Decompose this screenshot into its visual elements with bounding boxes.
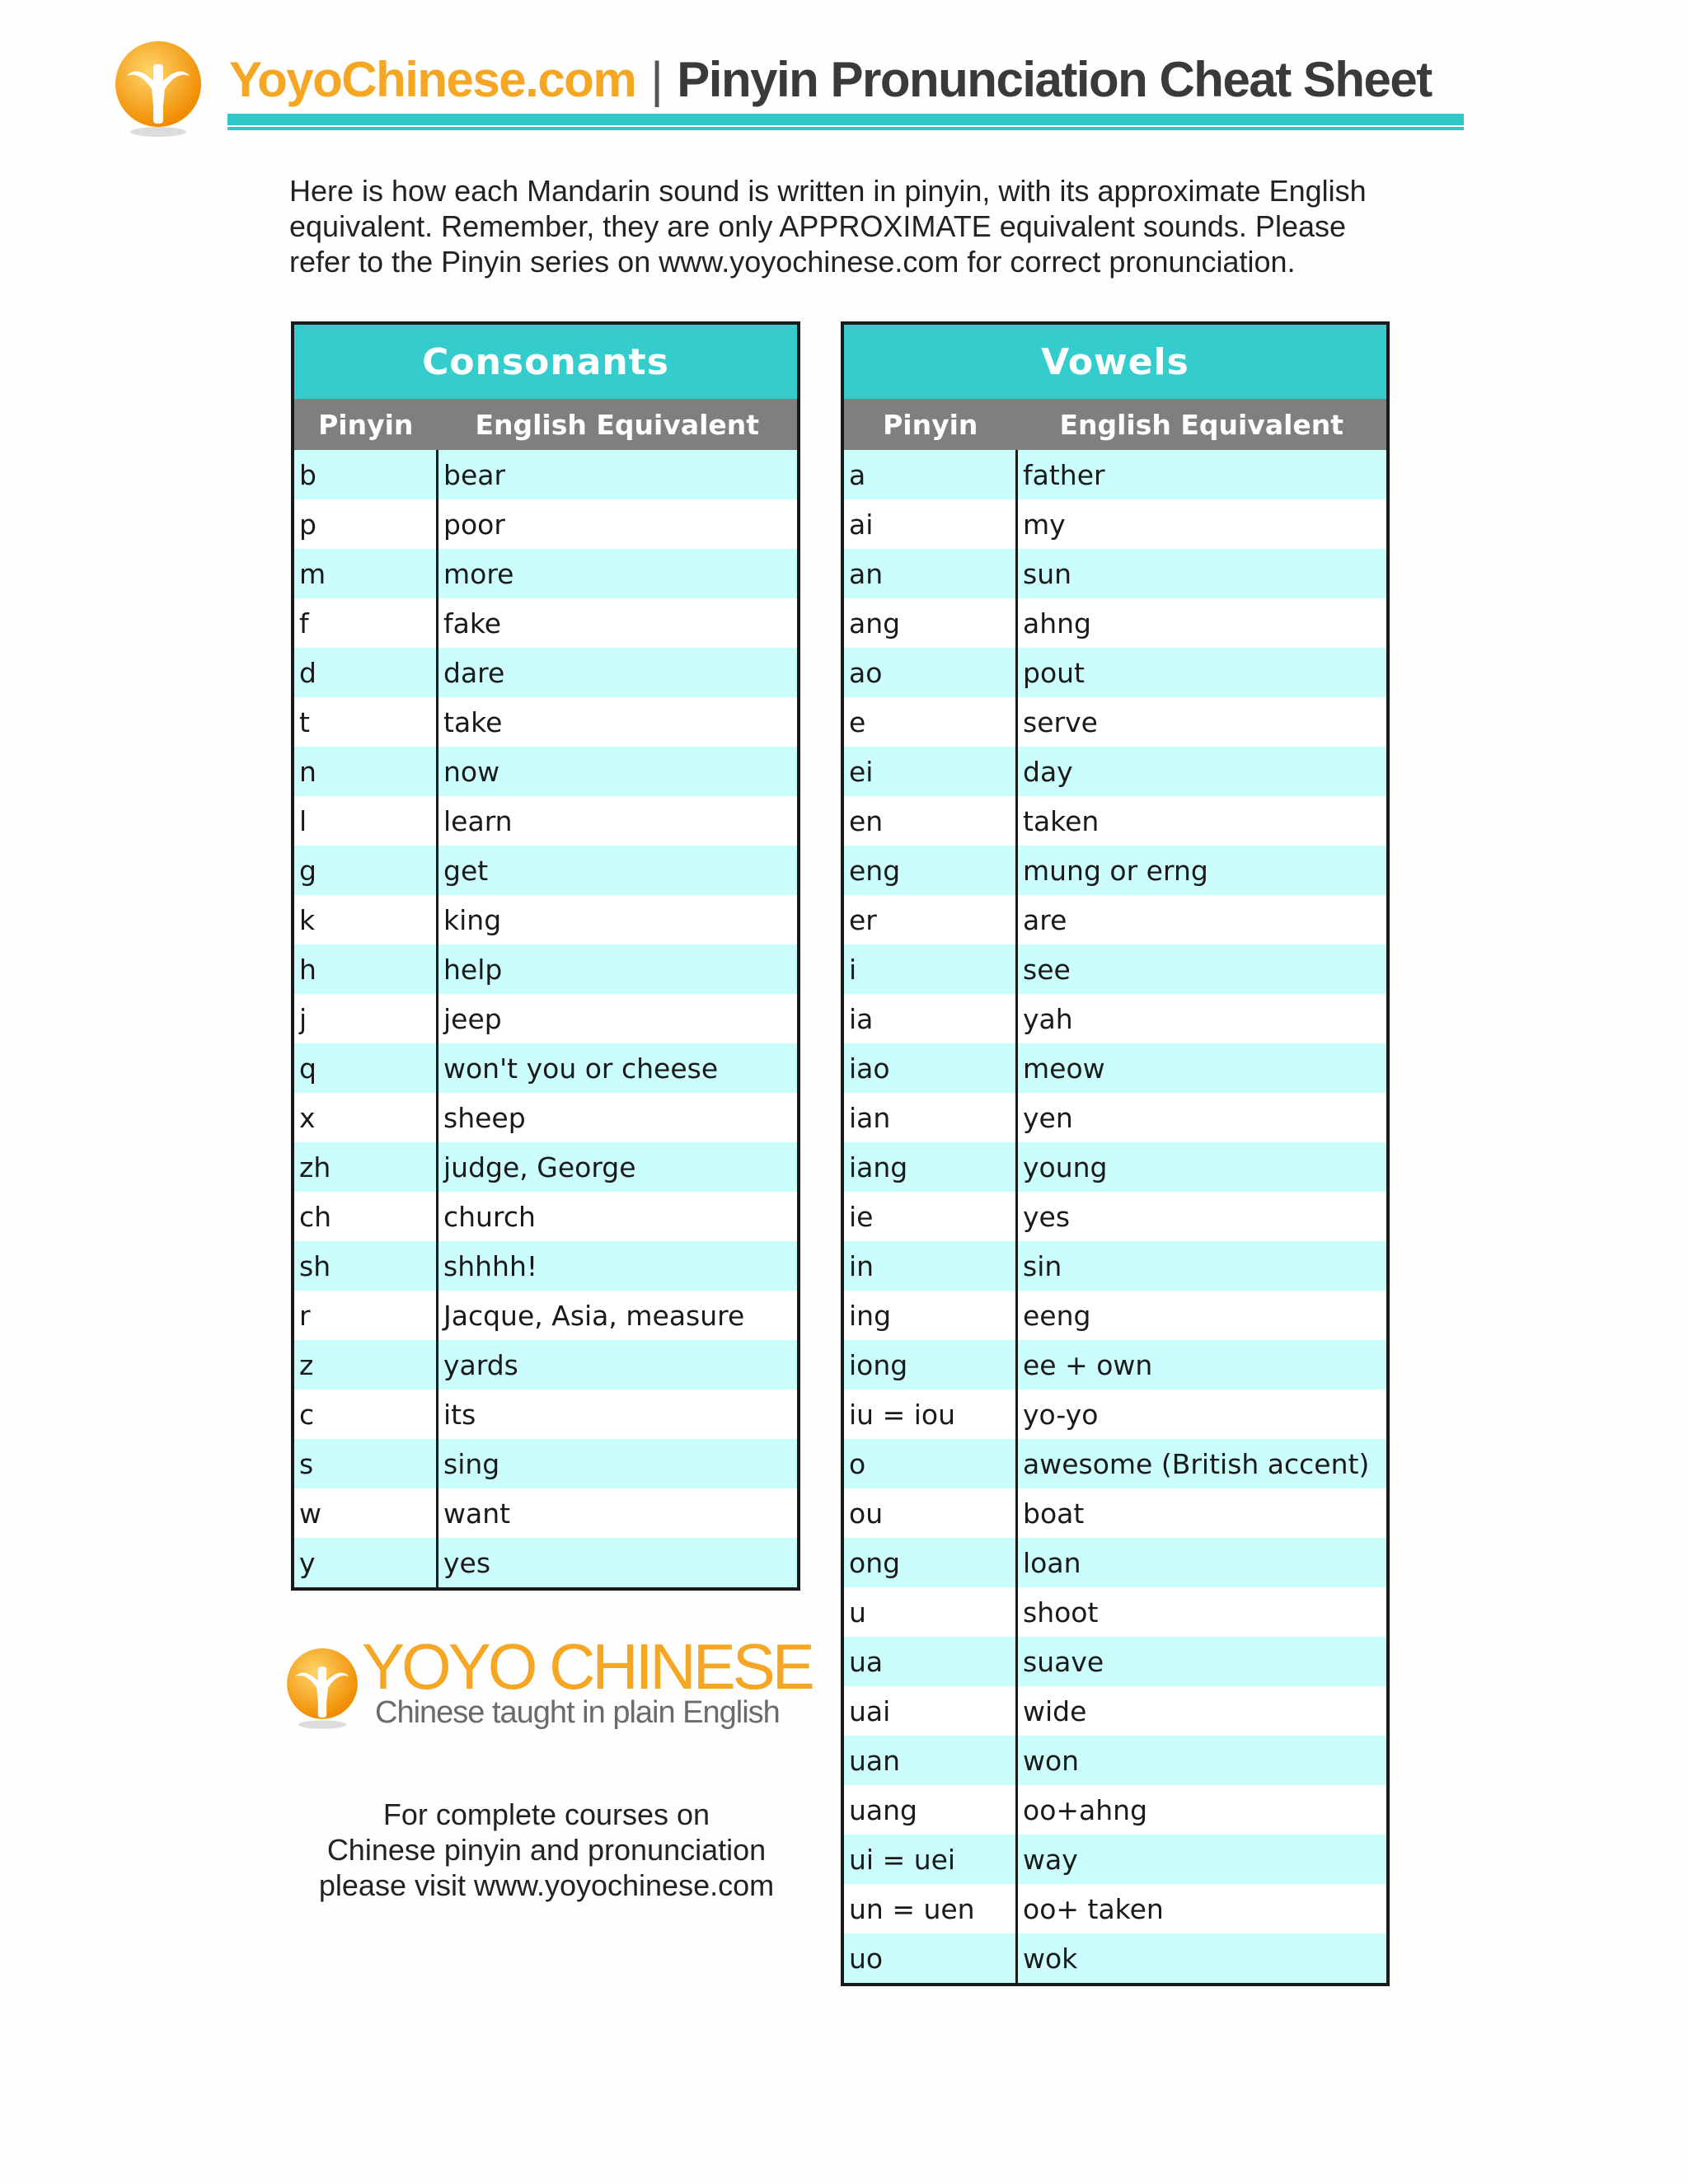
table-row (842, 1637, 1388, 1686)
intro-paragraph (289, 173, 1443, 279)
pinyin-cell: y (293, 1538, 438, 1589)
pinyin-cell: n (293, 747, 438, 796)
header-rule-thin (227, 127, 1464, 130)
consonants-rows (293, 450, 799, 1589)
english-cell: yes (438, 1538, 799, 1589)
table-row (293, 895, 799, 944)
title-separator: | (650, 52, 663, 107)
pinyin-cell: ing (842, 1291, 1017, 1340)
english-cell: eeng (1017, 1291, 1389, 1340)
header-rule (227, 114, 1464, 125)
pinyin-cell: h (293, 944, 438, 994)
pinyin-cell: eng (842, 846, 1017, 895)
english-cell: king (438, 895, 799, 944)
english-cell: pout (1017, 648, 1389, 697)
vowels-title: Vowels (842, 323, 1388, 399)
intro-line: Here is how each Mandarin sound is written in pinyin, with its approximate English (289, 174, 1367, 208)
table-row (842, 1933, 1388, 1985)
table-row (842, 1488, 1388, 1538)
pinyin-cell: i (842, 944, 1017, 994)
pinyin-cell: uai (842, 1686, 1017, 1736)
english-cell: are (1017, 895, 1389, 944)
english-cell: get (438, 846, 799, 895)
table-row (293, 598, 799, 648)
table-row (842, 549, 1388, 598)
pinyin-cell: ua (842, 1637, 1017, 1686)
pinyin-cell: ou (842, 1488, 1017, 1538)
vowels-col-english: English Equivalent (1017, 399, 1389, 450)
english-cell: wide (1017, 1686, 1389, 1736)
consonants-col-pinyin: Pinyin (293, 399, 438, 450)
table-row (293, 747, 799, 796)
pinyin-cell: a (842, 450, 1017, 499)
table-row (293, 1093, 799, 1142)
table-row (293, 846, 799, 895)
footer-line: please visit www.yoyochinese.com (318, 1868, 775, 1902)
table-row (842, 697, 1388, 747)
pinyin-cell: ang (842, 598, 1017, 648)
table-row (293, 1340, 799, 1390)
pinyin-cell: r (293, 1291, 438, 1340)
consonants-table (291, 321, 800, 1591)
table-row (293, 1439, 799, 1488)
table-row (842, 1340, 1388, 1390)
pinyin-cell: ian (842, 1093, 1017, 1142)
pinyin-cell: ai (842, 499, 1017, 549)
english-cell: taken (1017, 796, 1389, 846)
table-row (293, 944, 799, 994)
pinyin-cell: m (293, 549, 438, 598)
table-row (842, 1142, 1388, 1192)
english-cell: way (1017, 1835, 1389, 1884)
english-cell: yen (1017, 1093, 1389, 1142)
english-cell: see (1017, 944, 1389, 994)
pinyin-cell: zh (293, 1142, 438, 1192)
table-row (842, 1043, 1388, 1093)
english-cell: sun (1017, 549, 1389, 598)
pinyin-cell: p (293, 499, 438, 549)
english-cell: shhhh! (438, 1241, 799, 1291)
pinyin-cell: un = uen (842, 1884, 1017, 1933)
english-cell: my (1017, 499, 1389, 549)
table-row (842, 1093, 1388, 1142)
pinyin-cell: w (293, 1488, 438, 1538)
pinyin-cell: uo (842, 1933, 1017, 1985)
pinyin-cell: g (293, 846, 438, 895)
english-cell: young (1017, 1142, 1389, 1192)
pinyin-cell: q (293, 1043, 438, 1093)
table-row (842, 994, 1388, 1043)
consonants-title: Consonants (293, 323, 799, 399)
vowels-rows (842, 450, 1388, 1985)
english-cell: boat (1017, 1488, 1389, 1538)
english-cell: father (1017, 450, 1389, 499)
table-row (293, 1142, 799, 1192)
pinyin-cell: uang (842, 1785, 1017, 1835)
footer-line: For complete courses on (382, 1797, 710, 1831)
table-row (842, 1192, 1388, 1241)
table-row (293, 1241, 799, 1291)
pinyin-cell: l (293, 796, 438, 846)
yoyo-logo-icon (283, 1643, 362, 1733)
table-row (293, 1538, 799, 1589)
pinyin-cell: ia (842, 994, 1017, 1043)
pinyin-cell: b (293, 450, 438, 499)
english-cell: awesome (British accent) (1017, 1439, 1389, 1488)
pinyin-cell: s (293, 1439, 438, 1488)
table-row (842, 796, 1388, 846)
table-row (293, 796, 799, 846)
english-cell: fake (438, 598, 799, 648)
table-row (293, 450, 799, 499)
table-row (842, 1686, 1388, 1736)
english-cell: sheep (438, 1093, 799, 1142)
pinyin-cell: iong (842, 1340, 1017, 1390)
english-cell: more (438, 549, 799, 598)
english-cell: wok (1017, 1933, 1389, 1985)
header-title (229, 51, 1432, 108)
english-cell: meow (1017, 1043, 1389, 1093)
pinyin-cell: er (842, 895, 1017, 944)
table-row (842, 1241, 1388, 1291)
table-row (842, 648, 1388, 697)
table-row (842, 846, 1388, 895)
english-cell: yards (438, 1340, 799, 1390)
english-cell: dare (438, 648, 799, 697)
footer-tagline: Chinese taught in plain English (375, 1695, 780, 1730)
pinyin-cell: ao (842, 648, 1017, 697)
intro-line: refer to the Pinyin series on www.yoyochinese.com for correct pronunciation. (289, 245, 1296, 279)
english-cell: bear (438, 450, 799, 499)
table-row (293, 1390, 799, 1439)
table-row (842, 1538, 1388, 1587)
english-cell: oo+ taken (1017, 1884, 1389, 1933)
vowels-table (841, 321, 1390, 1986)
table-row (293, 697, 799, 747)
english-cell: yah (1017, 994, 1389, 1043)
page-header (112, 33, 1464, 140)
english-cell: church (438, 1192, 799, 1241)
english-cell: help (438, 944, 799, 994)
english-cell: sing (438, 1439, 799, 1488)
table-row (293, 1291, 799, 1340)
yoyo-logo-icon (112, 40, 204, 138)
english-cell: ahng (1017, 598, 1389, 648)
english-cell: now (438, 747, 799, 796)
pinyin-cell: ch (293, 1192, 438, 1241)
pinyin-cell: iang (842, 1142, 1017, 1192)
sheet-title: Pinyin Pronunciation Cheat Sheet (677, 52, 1432, 107)
pinyin-cell: iu = iou (842, 1390, 1017, 1439)
footer-line: Chinese pinyin and pronunciation (326, 1833, 767, 1867)
english-cell: oo+ahng (1017, 1785, 1389, 1835)
intro-line: equivalent. Remember, they are only APPROXIMATE equivalent sounds. Please (289, 209, 1347, 243)
table-row (293, 549, 799, 598)
english-cell: judge, George (438, 1142, 799, 1192)
english-cell: shoot (1017, 1587, 1389, 1637)
english-cell: mung or erng (1017, 846, 1389, 895)
pinyin-cell: en (842, 796, 1017, 846)
table-row (842, 499, 1388, 549)
table-row (842, 1736, 1388, 1785)
consonants-col-english: English Equivalent (438, 399, 799, 450)
pinyin-cell: x (293, 1093, 438, 1142)
pinyin-cell: ui = uei (842, 1835, 1017, 1884)
english-cell: poor (438, 499, 799, 549)
table-row (293, 1192, 799, 1241)
pinyin-cell: in (842, 1241, 1017, 1291)
english-cell: sin (1017, 1241, 1389, 1291)
english-cell: take (438, 697, 799, 747)
pinyin-cell: o (842, 1439, 1017, 1488)
table-row (293, 648, 799, 697)
table-row (842, 1785, 1388, 1835)
english-cell: suave (1017, 1637, 1389, 1686)
pinyin-cell: ong (842, 1538, 1017, 1587)
pinyin-cell: iao (842, 1043, 1017, 1093)
pinyin-cell: e (842, 697, 1017, 747)
table-row (842, 944, 1388, 994)
english-cell: Jacque, Asia, measure (438, 1291, 799, 1340)
brand-name: YoyoChinese.com (229, 52, 636, 107)
pinyin-cell: c (293, 1390, 438, 1439)
english-cell: serve (1017, 697, 1389, 747)
english-cell: jeep (438, 994, 799, 1043)
pinyin-cell: an (842, 549, 1017, 598)
pinyin-cell: uan (842, 1736, 1017, 1785)
footer-logo (283, 1630, 812, 1743)
pinyin-cell: z (293, 1340, 438, 1390)
table-row (842, 1390, 1388, 1439)
english-cell: want (438, 1488, 799, 1538)
english-cell: loan (1017, 1538, 1389, 1587)
english-cell: ee + own (1017, 1340, 1389, 1390)
pinyin-cell: sh (293, 1241, 438, 1291)
table-row (842, 598, 1388, 648)
english-cell: its (438, 1390, 799, 1439)
table-row (842, 450, 1388, 499)
pinyin-cell: d (293, 648, 438, 697)
english-cell: yes (1017, 1192, 1389, 1241)
english-cell: won't you or cheese (438, 1043, 799, 1093)
footer-brand: YOYO CHINESE (362, 1630, 812, 1703)
table-row (293, 1488, 799, 1538)
english-cell: yo-yo (1017, 1390, 1389, 1439)
table-row (842, 1291, 1388, 1340)
table-row (842, 1884, 1388, 1933)
english-cell: day (1017, 747, 1389, 796)
english-cell: won (1017, 1736, 1389, 1785)
pinyin-cell: ei (842, 747, 1017, 796)
footer-text (291, 1797, 802, 1903)
table-row (842, 1835, 1388, 1884)
pinyin-cell: u (842, 1587, 1017, 1637)
table-row (842, 1587, 1388, 1637)
pinyin-cell: t (293, 697, 438, 747)
pinyin-cell: f (293, 598, 438, 648)
pinyin-cell: k (293, 895, 438, 944)
pinyin-cell: j (293, 994, 438, 1043)
table-row (293, 499, 799, 549)
pinyin-cell: ie (842, 1192, 1017, 1241)
english-cell: learn (438, 796, 799, 846)
table-row (842, 1439, 1388, 1488)
table-row (842, 895, 1388, 944)
table-row (842, 747, 1388, 796)
table-row (293, 994, 799, 1043)
table-row (293, 1043, 799, 1093)
vowels-col-pinyin: Pinyin (842, 399, 1017, 450)
